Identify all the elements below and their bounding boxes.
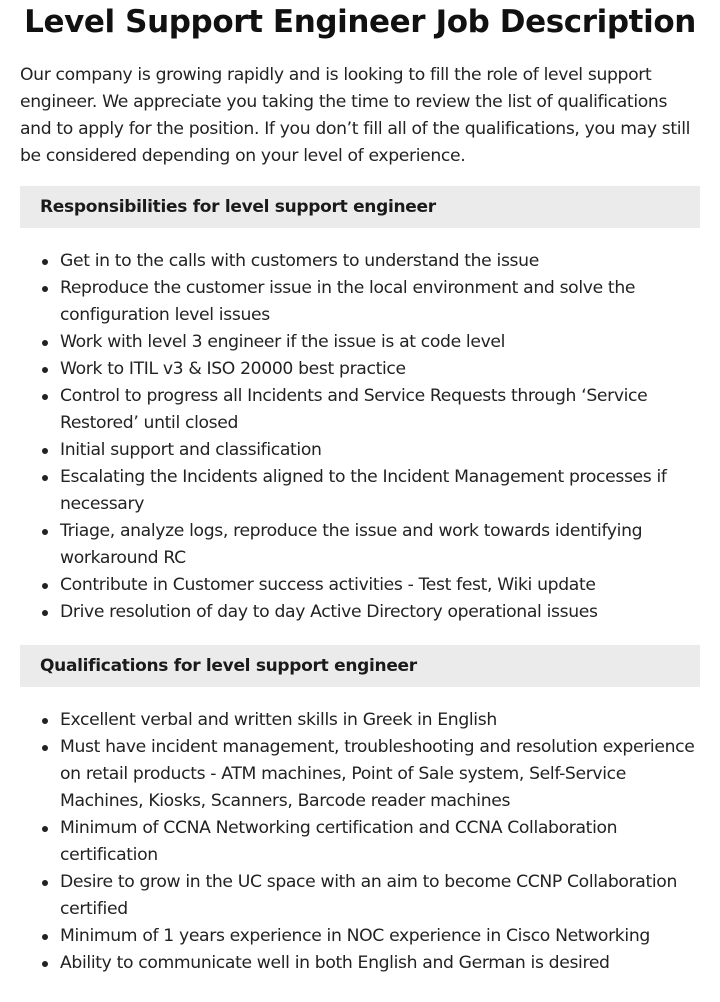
qualifications-list bbox=[20, 707, 700, 977]
responsibilities-heading: Responsibilities for level support engineer bbox=[20, 186, 700, 228]
list-item: Initial support and classification bbox=[60, 437, 700, 464]
list-item: Reproduce the customer issue in the local environment and solve the configuration level issues bbox=[60, 275, 700, 329]
list-item: Must have incident management, troubleshooting and resolution experience on retail products - ATM machines, Point of Sale system, Self-Service Machines, Kiosks, Scanners, Barcode reader machines bbox=[60, 734, 700, 815]
list-item: Work to ITIL v3 & ISO 20000 best practice bbox=[60, 356, 700, 383]
list-item: Minimum of CCNA Networking certification and CCNA Collaboration certification bbox=[60, 815, 700, 869]
intro-paragraph: Our company is growing rapidly and is looking to fill the role of level support engineer. We appreciate you taking the time to review the list of qualifications and to apply for the position. If you don’t fill all of the qualifications, you may still be considered depending on your level of experience. bbox=[20, 65, 691, 166]
responsibilities-list bbox=[20, 248, 700, 626]
list-item: Escalating the Incidents aligned to the Incident Management processes if necessary bbox=[60, 464, 700, 518]
list-item: Ability to communicate well in both English and German is desired bbox=[60, 950, 700, 977]
list-item: Desire to grow in the UC space with an aim to become CCNP Collaboration certified bbox=[60, 869, 700, 923]
qualifications-heading: Qualifications for level support engineer bbox=[20, 645, 700, 687]
list-item: Work with level 3 engineer if the issue is at code level bbox=[60, 329, 700, 356]
list-item: Get in to the calls with customers to understand the issue bbox=[60, 248, 700, 275]
list-item: Control to progress all Incidents and Service Requests through ‘Service Restored’ until closed bbox=[60, 383, 700, 437]
list-item: Excellent verbal and written skills in Greek in English bbox=[60, 707, 700, 734]
list-item: Drive resolution of day to day Active Directory operational issues bbox=[60, 599, 700, 626]
list-item: Contribute in Customer success activities - Test fest, Wiki update bbox=[60, 572, 700, 599]
page-title: Level Support Engineer Job Description bbox=[24, 4, 696, 40]
list-item: Triage, analyze logs, reproduce the issue and work towards identifying workaround RC bbox=[60, 518, 700, 572]
list-item: Minimum of 1 years experience in NOC experience in Cisco Networking bbox=[60, 923, 700, 950]
